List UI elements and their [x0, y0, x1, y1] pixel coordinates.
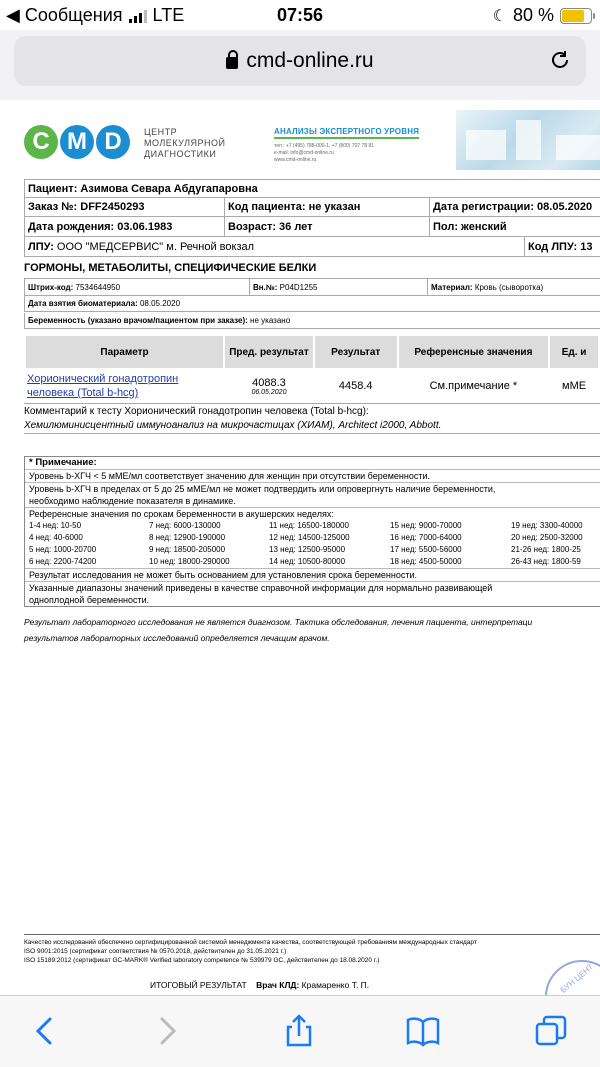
result-value: 4458.4 [338, 380, 373, 392]
table-header [25, 335, 599, 369]
address-bar[interactable] [14, 36, 586, 86]
pregnancy-row: Беременность (указано врачом/пациентом при заказе): не указано [24, 313, 600, 329]
weeks-grid: 1-4 нед: 10-50 7 нед: 6000-130000 11 нед: 16500-180000 15 нед: 9000-70000 19 нед: 3300-40000 4 нед: 40-6000 8 нед: 12900-190000 12 нед: 14500-125000 16 нед: 7000-64000 20 нед: 2500-32000 5 нед: 1000-20700 9 нед: 18500-205000 13 нед: 12500-95000 17 нед: 5500-56000 21-26 нед: 1800-25 6 нед: 2200-74200 10 нед: 18000-290000 14 нед: 10500-80000 18 нед: 4500-50000 26-43 нед: 1800-59 [25, 520, 600, 569]
browser-chrome [0, 30, 600, 101]
url-text: cmd-online.ru [246, 49, 374, 72]
material-value: Кровь (сыворотка) [474, 282, 544, 292]
table-row [25, 369, 599, 402]
tabs-icon[interactable] [534, 1014, 568, 1048]
order-row [24, 197, 600, 217]
col-reference: Референсные значения [398, 335, 549, 369]
ref-title: Референсные значения по срокам беременности в акушерских неделях: [29, 509, 334, 519]
param-link-2[interactable]: человека (Total b-hcg) [27, 387, 139, 399]
prev-result-date: 06.05.2020 [251, 388, 287, 396]
logo-letter: C [24, 125, 58, 159]
note-line: Результат исследования не может быть основанием для установления срока беременности. [25, 569, 600, 582]
bookmarks-icon[interactable] [406, 1014, 440, 1048]
note-line: Уровень b-ХГЧ в пределах от 5 до 25 мМЕ/мл не может подтвердить или опровергнуть наличие беременности, [29, 484, 496, 494]
battery-icon [560, 8, 592, 24]
share-icon[interactable] [282, 1014, 316, 1048]
section-title: ГОРМОНЫ, МЕТАБОЛИТЫ, СПЕЦИФИЧЕСКИЕ БЕЛКИ [24, 262, 317, 274]
patient-code: Код пациента: не указан [224, 197, 429, 216]
col-prev-result: Пред. результат [224, 335, 314, 369]
birth-row [24, 217, 600, 237]
expert-slogan: АНАЛИЗЫ ЭКСПЕРТНОГО УРОВНЯ [274, 127, 419, 139]
prev-result-value: 4088.3 [252, 376, 286, 389]
comment-title: Комментарий к тесту Хорионический гонадотропин человека (Total b-hcg): [24, 406, 369, 417]
lock-icon [226, 57, 238, 69]
note-line: одноплодной беременности. [29, 595, 150, 605]
patient-name: Пациент: Азимова Севара Абдугапаровна [24, 180, 600, 197]
doctor-label: Врач КЛД: [256, 980, 300, 990]
lab-report [0, 100, 600, 995]
lpu-label: ЛПУ: [28, 240, 54, 253]
network-type: LTE [152, 5, 185, 25]
reload-icon[interactable] [548, 48, 572, 72]
note-title: * Примечание: [25, 457, 600, 470]
col-parameter: Параметр [25, 335, 224, 369]
logo-letter: M [60, 125, 94, 159]
center-name: ЦЕНТР МОЛЕКУЛЯРНОЙ ДИАГНОСТИКИ [144, 127, 226, 159]
lpu-code: Код ЛПУ: 13 [524, 237, 600, 256]
contact-info: тел.: +7 (495) 788-000-1, +7 (800) 707 78 81 e-mail: info@cmd-online.ru www.cmd-online.ru [274, 143, 375, 163]
clock: 07:56 [276, 5, 324, 25]
doctor-name: Крамаренко Т. П. [301, 980, 370, 990]
browser-toolbar [0, 995, 600, 1067]
registration-date: Дата регистрации: 08.05.2020 [429, 197, 600, 216]
order-number: Заказ №: DFF2450293 [24, 197, 224, 216]
barcode-row: Штрих-код: 7534644950 Вн.№: P04D1255 Материал: Кровь (сыворотка) [24, 278, 600, 296]
unit-value: мМЕ [562, 380, 587, 392]
back-icon[interactable] [28, 1014, 62, 1048]
age: Возраст: 36 лет [224, 217, 429, 236]
results-table [24, 334, 600, 402]
battery-percent: 80 % [512, 5, 554, 25]
note-line: необходимо наблюдение показателя в динамике. [25, 495, 600, 508]
note-line: Уровень b-ХГЧ < 5 мМЕ/мл соответствует значению для женщин при отсутствии беременности. [25, 470, 600, 483]
reference-value: См.примечание * [429, 380, 518, 392]
moon-icon: ☾ [492, 7, 507, 25]
biodate-value: 08.05.2020 [139, 299, 181, 308]
quality-footer: Качество исследований обеспечено сертифицированной системой менеджмента качества, соответствующей требованиям международных стандарт ISO 9001:2015 (сертификат соответствия № 0570.2018, действителен до 31.05.2021 г.) ISO 15189:2012 (сертификат GC-MARK® Verified laboratory competence № 539979 GC, действителен до 18.08.2020 г.) [24, 934, 600, 965]
patient-row [24, 179, 600, 198]
final-result [150, 980, 369, 990]
vn-value: P04D1255 [279, 282, 318, 292]
logo-letter: D [96, 125, 130, 159]
stamp: БУН ЦЕНТ [545, 960, 600, 995]
laboratory-photo [456, 110, 600, 170]
lpu-value: ООО "МЕДСЕРВИС" м. Речной вокзал [56, 240, 255, 253]
forward-icon[interactable] [150, 1014, 184, 1048]
back-to-messages[interactable]: ◀ Сообщения [6, 5, 123, 25]
param-link[interactable]: Хорионический гонадотропин [27, 373, 179, 385]
lpu-row [24, 237, 600, 257]
note-line: Указанные диапазоны значений приведены в качестве справочной информации для нормально развивающей [29, 583, 493, 593]
report-header [24, 125, 600, 170]
note-box [24, 456, 600, 607]
pregnancy-value: не указано [250, 316, 291, 325]
barcode-value: 7534644950 [75, 282, 121, 292]
test-comment [24, 403, 600, 434]
biodate-row: Дата взятия биоматериала: 08.05.2020 [24, 296, 600, 312]
sex: Пол: женский [429, 217, 600, 236]
final-label: ИТОГОВЫЙ РЕЗУЛЬТАТ [150, 980, 247, 990]
status-bar [0, 0, 600, 30]
birth-date: Дата рождения: 03.06.1983 [24, 217, 224, 236]
col-result: Результат [314, 335, 398, 369]
disclaimer: Результат лабораторного исследования не является диагнозом. Тактика обследования, лечения пациента, интерпретаци результатов лабораторных исследований определяется лечащим врачом. [24, 617, 533, 643]
col-unit: Ед. и [549, 335, 599, 369]
comment-method: Хемилюминисцентный иммуноанализ на микрочастицах (ХИАМ), Architect i2000, Abbott. [24, 420, 442, 431]
